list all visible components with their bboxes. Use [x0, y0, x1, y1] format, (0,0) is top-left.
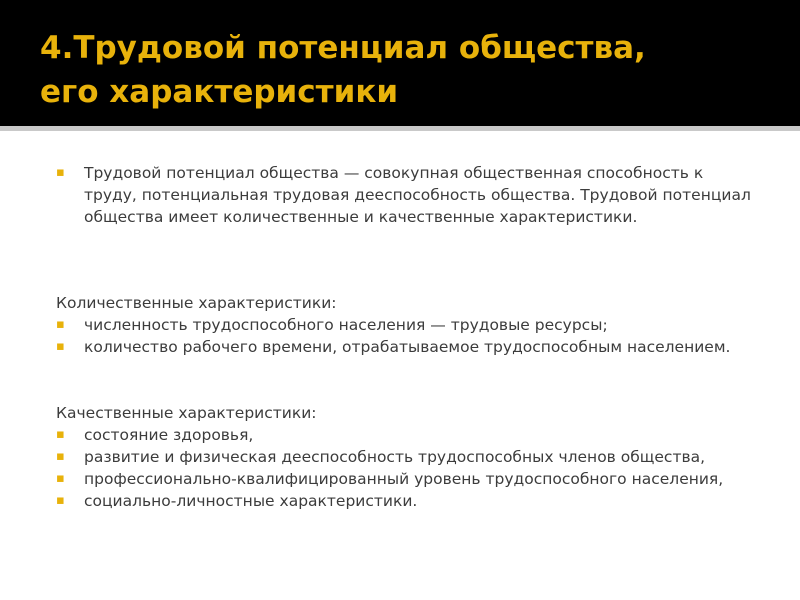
- slide-title-line-2: его характеристики: [40, 74, 399, 110]
- square-bullet-icon: ▪: [56, 493, 65, 508]
- list-item: [56, 490, 756, 512]
- list-item-text: состояние здоровья,: [84, 426, 254, 444]
- list-item: [56, 468, 756, 490]
- list-item-text: количество рабочего времени, отрабатываемое трудоспособным населением.: [84, 338, 731, 356]
- list-item: [56, 446, 756, 468]
- list-item-text: численность трудоспособного населения — трудовые ресурсы;: [84, 316, 608, 334]
- qualitative-heading: Качественные характеристики:: [56, 404, 317, 422]
- square-bullet-icon: ▪: [56, 317, 65, 332]
- square-bullet-icon: ▪: [56, 165, 65, 180]
- list-item-text: социально-личностные характеристики.: [84, 492, 418, 510]
- slide-title-line-1: 4.Трудовой потенциал общества,: [40, 30, 646, 66]
- intro-text: Трудовой потенциал общества — совокупная общественная способность к труду, потенциальная трудовая дееспособность общества. Трудовой потенциал общества имеет количественные и качественные характеристики.: [84, 164, 751, 226]
- list-item-text: профессионально-квалифицированный уровень трудоспособного населения,: [84, 470, 724, 488]
- square-bullet-icon: ▪: [56, 339, 65, 354]
- list-item-text: развитие и физическая дееспособность трудоспособных членов общества,: [84, 448, 706, 466]
- quantitative-section: [56, 292, 756, 358]
- list-item: [56, 424, 756, 446]
- square-bullet-icon: ▪: [56, 471, 65, 486]
- list-item: [56, 314, 756, 336]
- quantitative-heading: Количественные характеристики:: [56, 294, 337, 312]
- square-bullet-icon: ▪: [56, 427, 65, 442]
- list-item: [56, 336, 756, 358]
- qualitative-section: [56, 402, 756, 512]
- intro-paragraph: [56, 162, 756, 228]
- square-bullet-icon: ▪: [56, 449, 65, 464]
